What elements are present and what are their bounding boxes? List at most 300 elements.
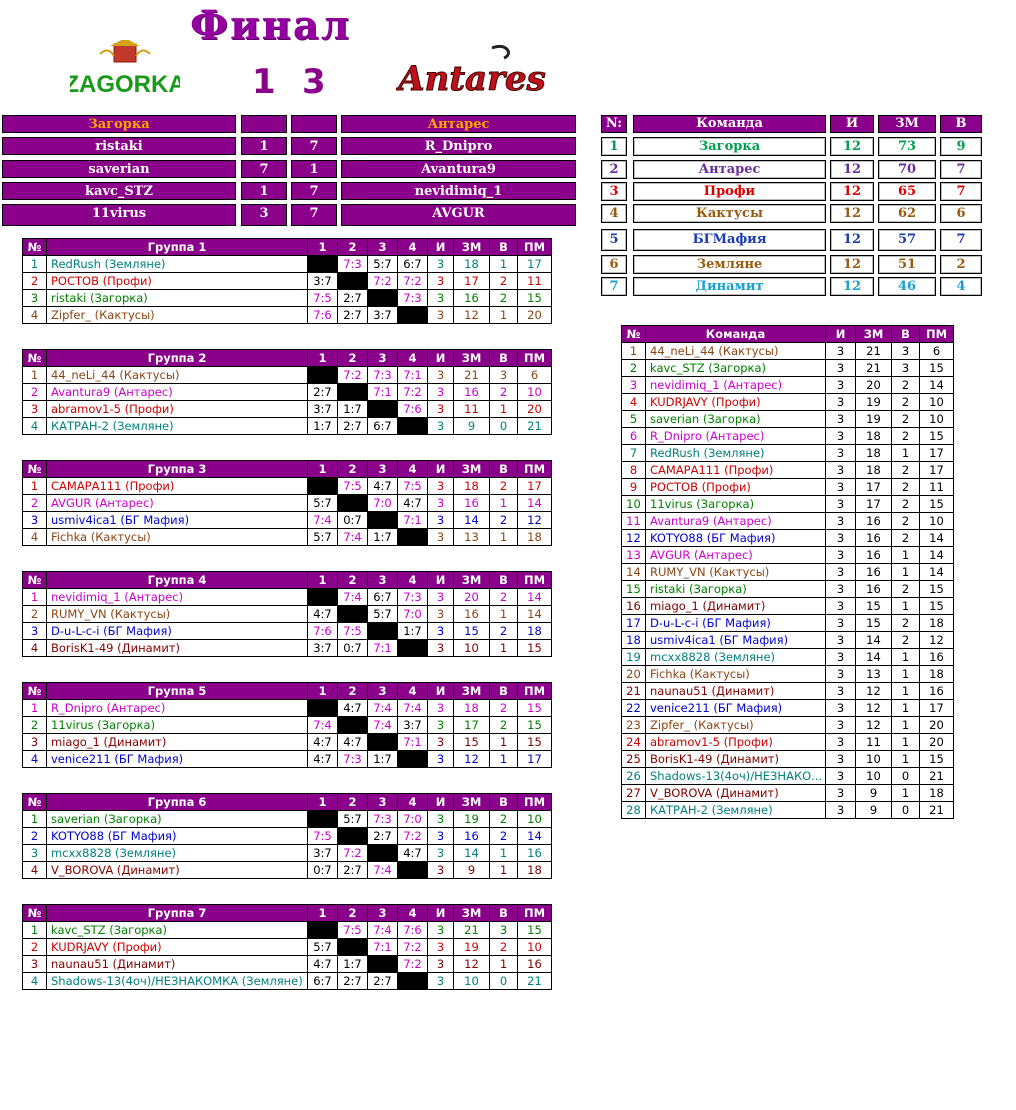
individual-player-name: KUDRJAVY (Профи)	[646, 394, 826, 411]
group-col-header: 3	[368, 794, 398, 811]
group-i: 3	[428, 700, 454, 717]
individual-v: 2	[892, 479, 920, 496]
individual-rank: 28	[622, 802, 646, 819]
individual-player-name: miago_1 (Динамит)	[646, 598, 826, 615]
individual-player-name: РОСТОВ (Профи)	[646, 479, 826, 496]
individual-row	[622, 513, 954, 530]
group-table	[22, 349, 552, 435]
group-v: 2	[490, 512, 518, 529]
group-zm: 9	[454, 862, 490, 879]
group-player-name: РОСТОВ (Профи)	[47, 273, 308, 290]
group-col-header: 3	[368, 572, 398, 589]
individual-rank: 22	[622, 700, 646, 717]
group-score: 7:2	[398, 939, 428, 956]
group-score: 5:7	[368, 256, 398, 273]
group-col-header: И	[428, 239, 454, 256]
group-row-number: 4	[23, 418, 47, 435]
individual-row	[622, 615, 954, 632]
group-score: 5:7	[308, 495, 338, 512]
individual-zm: 10	[856, 751, 892, 768]
group-score: 1:7	[398, 623, 428, 640]
group-col-header: В	[490, 461, 518, 478]
group-pm: 15	[518, 734, 552, 751]
group-col-header: ПМ	[518, 905, 552, 922]
individual-row	[622, 632, 954, 649]
match-player-right: R_Dnipro	[341, 137, 576, 155]
individual-rank: 3	[622, 377, 646, 394]
individual-zm: 12	[856, 717, 892, 734]
standings-n: 5	[601, 229, 627, 251]
group-self-cell	[308, 922, 338, 939]
individual-rank: 12	[622, 530, 646, 547]
group-table	[22, 571, 552, 657]
group-score: 7:2	[398, 956, 428, 973]
group-zm: 14	[454, 512, 490, 529]
group-v: 2	[490, 273, 518, 290]
group-row	[23, 418, 552, 435]
group-i: 3	[428, 956, 454, 973]
group-player-name: САМАРА111 (Профи)	[47, 478, 308, 495]
group-i: 3	[428, 939, 454, 956]
individual-player-name: RedRush (Земляне)	[646, 445, 826, 462]
individual-v: 1	[892, 734, 920, 751]
group-score: 7:4	[398, 700, 428, 717]
group-self-cell	[398, 418, 428, 435]
group-col-header: 2	[338, 572, 368, 589]
individual-pm: 18	[920, 785, 954, 802]
group-pm: 21	[518, 973, 552, 990]
group-v: 1	[490, 495, 518, 512]
individual-i: 3	[826, 751, 856, 768]
group-pm: 15	[518, 922, 552, 939]
individual-i: 3	[826, 598, 856, 615]
individual-i: 3	[826, 445, 856, 462]
group-v: 2	[490, 478, 518, 495]
group-v: 2	[490, 700, 518, 717]
match-player-left: ristaki	[2, 137, 236, 155]
individual-rank: 24	[622, 734, 646, 751]
group-col-header: 1	[308, 461, 338, 478]
group-score: 7:1	[398, 512, 428, 529]
individual-rank: 4	[622, 394, 646, 411]
group-v: 0	[490, 973, 518, 990]
group-i: 3	[428, 640, 454, 657]
individual-pm: 14	[920, 530, 954, 547]
group-col-header: ЗМ	[454, 794, 490, 811]
group-col-header: В	[490, 905, 518, 922]
group-zm: 9	[454, 418, 490, 435]
match-score-right: 7	[291, 182, 337, 200]
individual-pm: 16	[920, 683, 954, 700]
individual-rank: 23	[622, 717, 646, 734]
individual-rank: 1	[622, 343, 646, 360]
group-self-cell	[368, 734, 398, 751]
individual-row	[622, 785, 954, 802]
group-row	[23, 307, 552, 324]
individual-player-name: Fichka (Кактусы)	[646, 666, 826, 683]
group-score: 4:7	[368, 478, 398, 495]
group-row	[23, 734, 552, 751]
individual-i: 3	[826, 717, 856, 734]
group-v: 1	[490, 956, 518, 973]
individual-v: 1	[892, 751, 920, 768]
group-col-header: №	[23, 572, 47, 589]
group-pm: 10	[518, 811, 552, 828]
group-col-header: ПМ	[518, 572, 552, 589]
group-score: 2:7	[308, 384, 338, 401]
individual-i: 3	[826, 360, 856, 377]
group-self-cell	[398, 862, 428, 879]
group-row-number: 4	[23, 529, 47, 546]
group-score: 7:4	[308, 717, 338, 734]
standings-v: 4	[940, 277, 982, 296]
individual-row	[622, 377, 954, 394]
group-pm: 10	[518, 939, 552, 956]
match-score-right: 7	[291, 204, 337, 226]
group-player-name: Avantura9 (Антарес)	[47, 384, 308, 401]
individual-i: 3	[826, 649, 856, 666]
individual-player-name: D-u-L-c-i (БГ Мафия)	[646, 615, 826, 632]
group-player-name: 44_neLi_44 (Кактусы)	[47, 367, 308, 384]
group-player-name: ristaki (Загорка)	[47, 290, 308, 307]
group-player-name: abramov1-5 (Профи)	[47, 401, 308, 418]
group-col-header: ПМ	[518, 794, 552, 811]
standings-header: В	[940, 115, 982, 133]
individual-i: 3	[826, 700, 856, 717]
individual-v: 1	[892, 598, 920, 615]
group-score: 7:4	[368, 862, 398, 879]
group-score: 7:4	[368, 717, 398, 734]
individual-player-name: usmiv4ica1 (БГ Мафия)	[646, 632, 826, 649]
group-zm: 20	[454, 589, 490, 606]
group-col-header: И	[428, 905, 454, 922]
group-pm: 20	[518, 401, 552, 418]
match-score-left: 1	[241, 137, 287, 155]
individual-table	[621, 325, 954, 819]
group-v: 2	[490, 623, 518, 640]
group-row	[23, 273, 552, 290]
group-v: 1	[490, 862, 518, 879]
individual-rank: 25	[622, 751, 646, 768]
group-table	[22, 904, 552, 990]
group-zm: 21	[454, 922, 490, 939]
group-row	[23, 845, 552, 862]
group-self-cell	[338, 717, 368, 734]
group-player-name: RUMY_VN (Кактусы)	[47, 606, 308, 623]
group-row	[23, 606, 552, 623]
group-col-header: №	[23, 905, 47, 922]
group-col-header: В	[490, 239, 518, 256]
group-score: 7:6	[398, 401, 428, 418]
group-score: 4:7	[338, 734, 368, 751]
group-table	[22, 682, 552, 768]
group-col-header: ЗМ	[454, 350, 490, 367]
group-v: 1	[490, 751, 518, 768]
group-score: 7:3	[368, 811, 398, 828]
group-row-number: 1	[23, 478, 47, 495]
group-self-cell	[368, 845, 398, 862]
individual-rank: 2	[622, 360, 646, 377]
standings-v: 6	[940, 204, 982, 223]
group-score: 7:0	[398, 811, 428, 828]
final-score-right: 3	[302, 62, 326, 102]
group-col-header: 3	[368, 239, 398, 256]
antares-logo	[396, 44, 548, 100]
individual-col-header: ПМ	[920, 326, 954, 343]
group-score: 5:7	[368, 606, 398, 623]
group-score: 7:2	[368, 273, 398, 290]
group-col-header: 4	[398, 794, 428, 811]
individual-zm: 18	[856, 445, 892, 462]
individual-player-name: КАТРАН-2 (Земляне)	[646, 802, 826, 819]
group-player-name: naunau51 (Динамит)	[47, 956, 308, 973]
individual-rank: 21	[622, 683, 646, 700]
individual-row	[622, 768, 954, 785]
group-zm: 12	[454, 956, 490, 973]
individual-i: 3	[826, 462, 856, 479]
individual-pm: 17	[920, 700, 954, 717]
group-pm: 17	[518, 478, 552, 495]
individual-row	[622, 445, 954, 462]
group-header-row	[23, 239, 552, 256]
group-score: 3:7	[308, 273, 338, 290]
group-title: Группа 4	[47, 572, 308, 589]
group-row-number: 3	[23, 734, 47, 751]
group-i: 3	[428, 478, 454, 495]
group-col-header: 2	[338, 794, 368, 811]
standings-v: 2	[940, 255, 982, 274]
group-score: 7:3	[398, 290, 428, 307]
group-score: 2:7	[338, 290, 368, 307]
standings-header: И	[830, 115, 874, 133]
group-zm: 12	[454, 307, 490, 324]
individual-rank: 14	[622, 564, 646, 581]
match-player-left: saverian	[2, 160, 236, 178]
group-i: 3	[428, 751, 454, 768]
group-col-header: 3	[368, 461, 398, 478]
group-i: 3	[428, 922, 454, 939]
individual-row	[622, 360, 954, 377]
group-i: 3	[428, 589, 454, 606]
group-row	[23, 828, 552, 845]
individual-pm: 18	[920, 615, 954, 632]
individual-row	[622, 751, 954, 768]
group-zm: 16	[454, 384, 490, 401]
individual-player-name: RUMY_VN (Кактусы)	[646, 564, 826, 581]
individual-zm: 11	[856, 734, 892, 751]
group-pm: 17	[518, 751, 552, 768]
individual-player-name: saverian (Загорка)	[646, 411, 826, 428]
group-i: 3	[428, 973, 454, 990]
group-player-name: KUDRJAVY (Профи)	[47, 939, 308, 956]
group-pm: 15	[518, 700, 552, 717]
group-row	[23, 401, 552, 418]
group-col-header: В	[490, 572, 518, 589]
group-player-name: BorisK1-49 (Динамит)	[47, 640, 308, 657]
standings-zm: 62	[878, 204, 936, 223]
standings-n: 4	[601, 204, 627, 223]
individual-zm: 16	[856, 547, 892, 564]
group-pm: 14	[518, 495, 552, 512]
group-header-row	[23, 683, 552, 700]
group-score: 2:7	[338, 418, 368, 435]
individual-pm: 15	[920, 751, 954, 768]
individual-pm: 10	[920, 513, 954, 530]
group-pm: 18	[518, 529, 552, 546]
group-row	[23, 495, 552, 512]
group-row-number: 4	[23, 307, 47, 324]
group-col-header: ПМ	[518, 350, 552, 367]
standings-i: 12	[830, 255, 874, 274]
standings-team: Кактусы	[633, 204, 826, 223]
group-score: 5:7	[308, 529, 338, 546]
group-score: 7:4	[338, 589, 368, 606]
group-score: 6:7	[398, 256, 428, 273]
individual-v: 2	[892, 513, 920, 530]
group-score: 7:6	[308, 307, 338, 324]
group-score: 7:0	[368, 495, 398, 512]
group-i: 3	[428, 828, 454, 845]
group-row-number: 4	[23, 862, 47, 879]
individual-zm: 12	[856, 700, 892, 717]
group-row-number: 3	[23, 401, 47, 418]
group-col-header: 2	[338, 905, 368, 922]
group-col-header: ПМ	[518, 461, 552, 478]
group-row-number: 1	[23, 811, 47, 828]
standings-header: N:	[601, 115, 627, 133]
group-i: 3	[428, 862, 454, 879]
standings-team: БГМафия	[633, 229, 826, 251]
standings-n: 3	[601, 182, 627, 201]
individual-v: 2	[892, 632, 920, 649]
individual-row	[622, 598, 954, 615]
individual-row	[622, 530, 954, 547]
group-pm: 15	[518, 640, 552, 657]
group-row-number: 1	[23, 589, 47, 606]
individual-zm: 21	[856, 343, 892, 360]
individual-pm: 14	[920, 377, 954, 394]
individual-i: 3	[826, 632, 856, 649]
group-v: 1	[490, 845, 518, 862]
individual-zm: 19	[856, 411, 892, 428]
individual-v: 0	[892, 802, 920, 819]
group-score: 7:4	[368, 922, 398, 939]
page-title: Финал	[190, 2, 352, 49]
group-row-number: 4	[23, 640, 47, 657]
group-pm: 14	[518, 828, 552, 845]
group-i: 3	[428, 384, 454, 401]
group-player-name: venice211 (БГ Мафия)	[47, 751, 308, 768]
standings-n: 1	[601, 137, 627, 156]
individual-pm: 11	[920, 479, 954, 496]
group-title: Группа 1	[47, 239, 308, 256]
group-score: 7:3	[398, 589, 428, 606]
group-player-name: R_Dnipro (Антарес)	[47, 700, 308, 717]
group-v: 1	[490, 606, 518, 623]
standings-zm: 65	[878, 182, 936, 201]
group-col-header: 4	[398, 905, 428, 922]
individual-row	[622, 666, 954, 683]
individual-pm: 17	[920, 462, 954, 479]
group-table	[22, 238, 552, 324]
group-zm: 19	[454, 939, 490, 956]
group-player-name: nevidimiq_1 (Антарес)	[47, 589, 308, 606]
group-i: 3	[428, 495, 454, 512]
individual-zm: 16	[856, 530, 892, 547]
standings-zm: 70	[878, 160, 936, 179]
individual-i: 3	[826, 530, 856, 547]
group-score: 7:3	[368, 367, 398, 384]
group-score: 3:7	[398, 717, 428, 734]
standings-n: 6	[601, 255, 627, 274]
individual-col-header: И	[826, 326, 856, 343]
group-self-cell	[308, 589, 338, 606]
group-pm: 18	[518, 862, 552, 879]
individual-header-row	[622, 326, 954, 343]
group-self-cell	[368, 401, 398, 418]
group-row-number: 3	[23, 623, 47, 640]
individual-zm: 20	[856, 377, 892, 394]
individual-zm: 9	[856, 785, 892, 802]
group-player-name: D-u-L-c-i (БГ Мафия)	[47, 623, 308, 640]
group-row-number: 2	[23, 939, 47, 956]
group-pm: 12	[518, 512, 552, 529]
group-score: 1:7	[308, 418, 338, 435]
individual-i: 3	[826, 496, 856, 513]
group-table	[22, 793, 552, 879]
group-row-number: 1	[23, 256, 47, 273]
individual-v: 1	[892, 564, 920, 581]
individual-v: 2	[892, 377, 920, 394]
group-zm: 16	[454, 828, 490, 845]
match-score-right: 7	[291, 137, 337, 155]
individual-col-header: ЗМ	[856, 326, 892, 343]
group-pm: 14	[518, 589, 552, 606]
group-score: 7:5	[308, 290, 338, 307]
individual-i: 3	[826, 564, 856, 581]
group-zm: 18	[454, 700, 490, 717]
group-v: 1	[490, 640, 518, 657]
group-row	[23, 384, 552, 401]
individual-pm: 20	[920, 734, 954, 751]
match-player-right: nevidimiq_1	[341, 182, 576, 200]
group-col-header: 4	[398, 572, 428, 589]
individual-row	[622, 734, 954, 751]
match-header-left: Загорка	[2, 115, 236, 133]
group-score: 7:3	[338, 256, 368, 273]
individual-i: 3	[826, 394, 856, 411]
group-score: 0:7	[308, 862, 338, 879]
standings-i: 12	[830, 277, 874, 296]
group-player-name: kavc_STZ (Загорка)	[47, 922, 308, 939]
group-col-header: ЗМ	[454, 572, 490, 589]
group-score: 4:7	[338, 700, 368, 717]
individual-zm: 17	[856, 496, 892, 513]
individual-row	[622, 411, 954, 428]
standings-i: 12	[830, 160, 874, 179]
individual-rank: 10	[622, 496, 646, 513]
group-score: 2:7	[368, 973, 398, 990]
group-v: 1	[490, 529, 518, 546]
group-v: 3	[490, 922, 518, 939]
group-pm: 18	[518, 623, 552, 640]
individual-i: 3	[826, 768, 856, 785]
group-score: 7:2	[398, 273, 428, 290]
group-row	[23, 939, 552, 956]
group-i: 3	[428, 811, 454, 828]
group-score: 7:0	[398, 606, 428, 623]
group-col-header: №	[23, 683, 47, 700]
